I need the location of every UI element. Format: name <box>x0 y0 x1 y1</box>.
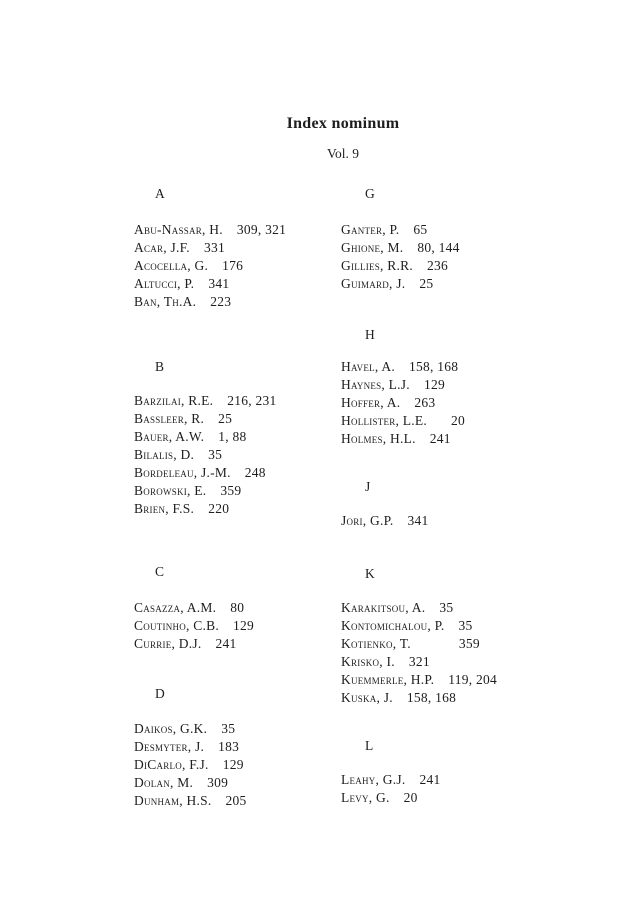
index-entry <box>341 376 465 394</box>
index-entry <box>341 617 497 635</box>
entry-pages: 129 <box>233 618 255 633</box>
entry-pages: 176 <box>222 258 244 273</box>
entry-pages: 341 <box>407 513 429 528</box>
entry-pages: 80, 144 <box>417 240 460 255</box>
entry-pages: 20 <box>451 413 465 428</box>
index-entry <box>341 394 465 412</box>
index-entry <box>341 599 497 617</box>
index-entry <box>341 412 465 430</box>
entry-name: Bilalis, D. <box>134 447 195 462</box>
entry-name: Kuemmerle, H.P. <box>341 672 435 687</box>
entry-name: Levy, G. <box>341 790 390 805</box>
index-entry <box>341 358 465 376</box>
entry-name: Bordeleau, J.-M. <box>134 465 231 480</box>
index-entry <box>341 789 441 807</box>
entry-pages: 248 <box>244 465 266 480</box>
section-letter: D <box>155 686 166 701</box>
entry-pages: 241 <box>419 772 441 787</box>
index-entry <box>341 671 497 689</box>
index-section-l <box>341 738 441 807</box>
entry-name: Dolan, M. <box>134 775 194 790</box>
index-entry <box>134 221 286 239</box>
index-entry <box>134 293 286 311</box>
entry-pages: 331 <box>203 240 225 255</box>
index-entry <box>134 392 277 410</box>
entry-name: Coutinho, C.B. <box>134 618 220 633</box>
index-section-a <box>134 186 286 311</box>
entry-name: Havel, A. <box>341 359 395 374</box>
index-entry <box>341 221 460 239</box>
section-letter: G <box>365 186 376 201</box>
entry-name: Casazza, A.M. <box>134 600 217 615</box>
entry-pages: 205 <box>225 793 247 808</box>
index-entry <box>134 239 286 257</box>
index-entry <box>341 512 429 530</box>
entry-pages: 129 <box>423 377 445 392</box>
index-entry <box>341 635 497 653</box>
section-letter: B <box>155 359 165 374</box>
entry-pages: 35 <box>221 721 236 736</box>
entry-name: Hoffer, A. <box>341 395 401 410</box>
entry-pages: 25 <box>218 411 233 426</box>
index-section-b <box>134 359 277 518</box>
index-entry <box>341 430 465 448</box>
section-letter: J <box>365 479 371 494</box>
section-letter: K <box>365 566 376 581</box>
index-entry <box>134 774 247 792</box>
index-entry <box>134 257 286 275</box>
entry-name: Currie, D.J. <box>134 636 202 651</box>
index-entry <box>341 275 460 293</box>
entry-name: Kuska, J. <box>341 690 393 705</box>
entry-name: Acar, J.F. <box>134 240 190 255</box>
index-section-h <box>341 327 465 448</box>
index-entry <box>341 653 497 671</box>
section-letter: L <box>365 738 374 753</box>
index-entry <box>134 482 277 500</box>
index-entry <box>134 500 277 518</box>
entry-pages: 35 <box>208 447 223 462</box>
entry-name: Leahy, G.J. <box>341 772 406 787</box>
entry-name: Kotienko, T. <box>341 636 411 651</box>
index-section-g <box>341 186 460 293</box>
entry-pages: 236 <box>427 258 449 273</box>
entry-name: Bauer, A.W. <box>134 429 205 444</box>
entry-name: Borowski, E. <box>134 483 207 498</box>
volume-label: Vol. 9 <box>326 146 360 161</box>
entry-pages: 20 <box>403 790 418 805</box>
index-entry <box>341 239 460 257</box>
entry-pages: 220 <box>208 501 230 516</box>
index-entry <box>341 257 460 275</box>
entry-name: Daikos, G.K. <box>134 721 208 736</box>
entry-name: Ban, Th.A. <box>134 294 197 309</box>
entry-pages: 263 <box>414 395 436 410</box>
entry-name: Haynes, L.J. <box>341 377 410 392</box>
entry-pages: 35 <box>458 618 473 633</box>
entry-name: Karakitsou, A. <box>341 600 426 615</box>
entry-name: Ganter, P. <box>341 222 400 237</box>
index-entry <box>134 792 247 810</box>
index-entry <box>341 689 497 707</box>
entry-pages: 158, 168 <box>408 359 459 374</box>
section-letter: A <box>155 186 166 201</box>
entry-pages: 158, 168 <box>406 690 457 705</box>
index-entry <box>134 720 247 738</box>
index-section-c <box>134 564 254 653</box>
entry-pages: 321 <box>408 654 430 669</box>
entry-name: Kontomichalou, P. <box>341 618 445 633</box>
index-entry <box>134 428 277 446</box>
page-title: Index nominum <box>286 115 400 132</box>
entry-pages: 341 <box>208 276 230 291</box>
entry-name: Altucci, P. <box>134 276 195 291</box>
index-entry <box>134 410 277 428</box>
entry-name: Jori, G.P. <box>341 513 394 528</box>
entry-pages: 129 <box>222 757 244 772</box>
entry-pages: 80 <box>230 600 245 615</box>
index-entry <box>134 738 247 756</box>
entry-pages: 241 <box>429 431 451 446</box>
entry-name: Abu-Nassar, H. <box>134 222 223 237</box>
section-letter: H <box>365 327 376 342</box>
entry-pages: 359 <box>220 483 242 498</box>
entry-name: Dunham, H.S. <box>134 793 212 808</box>
entry-pages: 1, 88 <box>218 429 247 444</box>
index-entry <box>134 756 247 774</box>
entry-name: Barzilai, R.E. <box>134 393 214 408</box>
entry-pages: 119, 204 <box>448 672 498 687</box>
entry-pages: 65 <box>413 222 428 237</box>
entry-name: Holmes, H.L. <box>341 431 416 446</box>
entry-pages: 309, 321 <box>236 222 287 237</box>
entry-pages: 25 <box>419 276 434 291</box>
entry-pages: 241 <box>215 636 237 651</box>
entry-name: Guimard, J. <box>341 276 406 291</box>
entry-name: Bassleer, R. <box>134 411 205 426</box>
index-entry <box>134 599 254 617</box>
section-letter: C <box>155 564 165 579</box>
entry-name: Krisko, I. <box>341 654 395 669</box>
index-section-j <box>341 479 429 530</box>
entry-name: Ghione, M. <box>341 240 404 255</box>
index-entry <box>341 771 441 789</box>
index-entry <box>134 464 277 482</box>
index-entry <box>134 275 286 293</box>
entry-pages: 359 <box>458 636 480 651</box>
entry-pages: 216, 231 <box>227 393 277 408</box>
entry-name: Hollister, L.E. <box>341 413 427 428</box>
entry-pages: 223 <box>210 294 232 309</box>
entry-pages: 35 <box>439 600 454 615</box>
index-entry <box>134 635 254 653</box>
entry-name: Desmyter, J. <box>134 739 205 754</box>
entry-name: DiCarlo, F.J. <box>134 757 209 772</box>
index-entry <box>134 446 277 464</box>
index-entry <box>134 617 254 635</box>
entry-name: Acocella, G. <box>134 258 209 273</box>
entry-pages: 183 <box>218 739 240 754</box>
entry-name: Brien, F.S. <box>134 501 195 516</box>
index-section-k <box>341 566 497 707</box>
entry-name: Gillies, R.R. <box>341 258 414 273</box>
index-section-d <box>134 686 247 810</box>
entry-pages: 309 <box>207 775 229 790</box>
